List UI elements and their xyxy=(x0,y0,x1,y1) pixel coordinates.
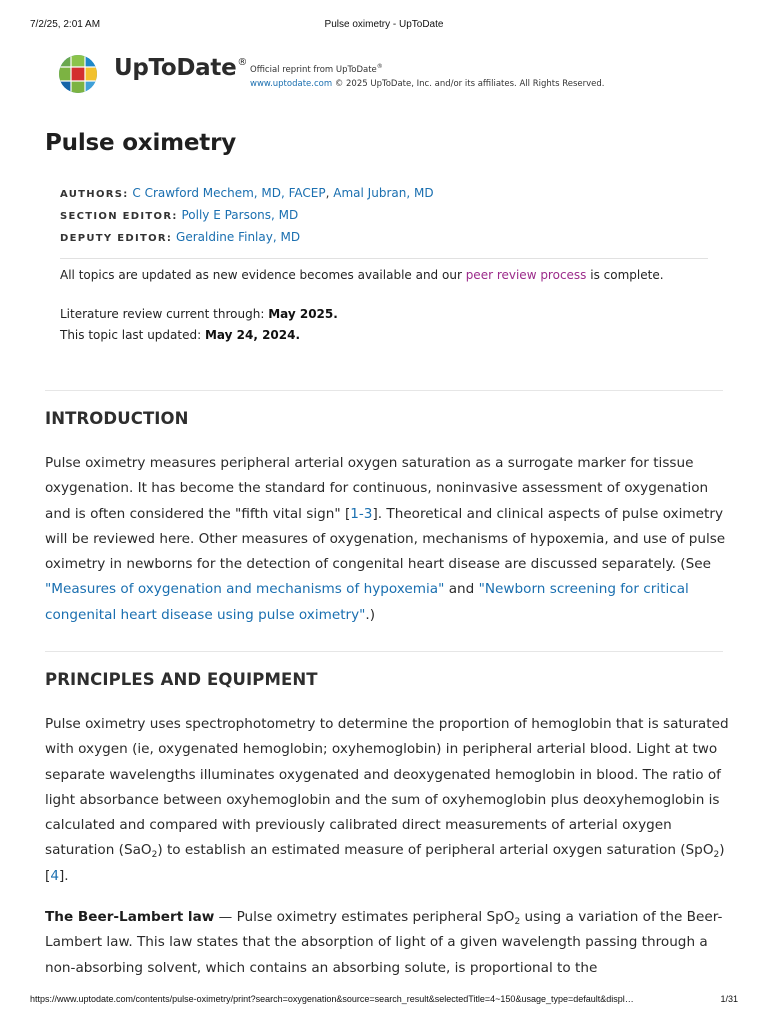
print-footer xyxy=(30,994,738,1008)
review-dates xyxy=(60,304,338,346)
author-link-jubran[interactable]: Amal Jubran, MD xyxy=(333,186,434,200)
uptodate-globe-logo-icon xyxy=(58,54,98,94)
section-editor-link[interactable]: Polly E Parsons, MD xyxy=(181,208,299,222)
introduction-heading: INTRODUCTION xyxy=(45,409,189,428)
authors-row: AUTHORS: C Crawford Mechem, MD, FACEP, Amal Jubran, MD xyxy=(60,186,434,200)
reprint-notice: Official reprint from UpToDate® www.uptodate.com © 2025 UpToDate, Inc. and/or its affiliates. All Rights Reserved. xyxy=(250,63,605,89)
brand-name: UpToDate® xyxy=(114,55,248,81)
reference-link-1-3[interactable]: 1-3 xyxy=(350,505,373,522)
section-divider xyxy=(45,651,723,652)
last-updated-date: May 24, 2024. xyxy=(204,328,301,342)
measures-of-oxygenation-link[interactable]: "Measures of oxygenation and mechanisms of hypoxemia" xyxy=(45,581,445,598)
principles-paragraph: Pulse oximetry uses spectrophotometry to determine the proportion of hemoglobin that is saturated with oxygen (ie, oxygenated hemoglobin; oxyhemoglobin) in peripheral arterial blood. Light at two separate wavelengths illuminates oxygenated and deoxygenated hemoglobin in blood. The ratio of light absorbance between oxyhemoglobin and the sum of oxyhemoglobin plus deoxyhemoglobin is calculated and compared with previously calibrated direct measurements of arterial oxygen saturation (SaO$_2$) to establish an estimated measure of peripheral arterial oxygen saturation (SpO$_2$) [4]. xyxy=(45,716,729,884)
print-datetime: 7/2/25, 2:01 AM xyxy=(30,19,101,30)
print-page-title: Pulse oximetry - UpToDate xyxy=(324,19,444,30)
newborn-screening-link[interactable]: "Newborn screening for critical congenital heart disease using pulse oximetry" xyxy=(45,581,689,623)
beer-lambert-subheading: The Beer-Lambert law xyxy=(45,909,215,925)
peer-review-link[interactable]: peer review process xyxy=(465,268,587,282)
brand-header xyxy=(58,52,678,94)
page-number: 1/31 xyxy=(720,994,738,1004)
principles-heading: PRINCIPLES AND EQUIPMENT xyxy=(45,670,318,689)
author-link-mechem[interactable]: C Crawford Mechem, MD, FACEP xyxy=(132,186,326,200)
introduction-paragraph: Pulse oximetry measures peripheral arterial oxygen saturation as a surrogate marker for tissue oxygenation. It has become the standard for continuous, noninvasive assessment of oxygenation and is often considered the "fifth vital sign" [1-3]. Theoretical and clinical aspects of pulse oximetry will be reviewed here. Other measures of oxygenation, mechanisms of hypoxemia, and use of pulse oximetry in newborns for the detection of congenital heart disease are discussed separately. (See "Measures of oxygenation and mechanisms of hypoxemia" and "Newborn screening for critical congenital heart disease using pulse oximetry".) xyxy=(45,455,726,623)
literature-review-line: Literature review current through: May 2025. xyxy=(60,307,338,321)
meta-divider xyxy=(60,258,708,259)
deputy-editor-label: DEPUTY EDITOR: xyxy=(60,233,173,244)
update-notice: All topics are updated as new evidence becomes available and our peer review process is complete. xyxy=(60,268,664,282)
deputy-editor-link[interactable]: Geraldine Finlay, MD xyxy=(176,230,301,244)
reference-link-4[interactable]: 4 xyxy=(50,867,59,884)
page-title: Pulse oximetry xyxy=(45,130,237,156)
section-divider xyxy=(45,390,723,391)
deputy-editor-row xyxy=(60,227,434,249)
last-updated-line: This topic last updated: May 24, 2024. xyxy=(60,328,301,342)
reprint-line: Official reprint from UpToDate xyxy=(250,64,377,75)
topic-contributors xyxy=(60,183,434,249)
print-url: https://www.uptodate.com/contents/pulse-oximetry/print?search=oxygenation&source=search_result&selectedTitle=4~150&usage_type=default&displ… xyxy=(30,994,634,1004)
section-editor-label: SECTION EDITOR: xyxy=(60,211,178,222)
copyright-text: © 2025 UpToDate, Inc. and/or its affiliates. All Rights Reserved. xyxy=(332,78,605,89)
section-editor-row xyxy=(60,205,434,227)
authors-label: AUTHORS: xyxy=(60,189,129,200)
beer-lambert-paragraph: The Beer-Lambert law — Pulse oximetry estimates peripheral SpO$_2$ using a variation of the Beer-Lambert law. This law states that the absorption of light of a given wavelength passing through a non-absorbing solvent, which contains an absorbing solute, is proportional to the xyxy=(45,909,723,976)
print-header xyxy=(30,19,738,33)
literature-review-date: May 2025. xyxy=(268,307,338,321)
uptodate-website-link[interactable]: www.uptodate.com xyxy=(250,78,333,89)
